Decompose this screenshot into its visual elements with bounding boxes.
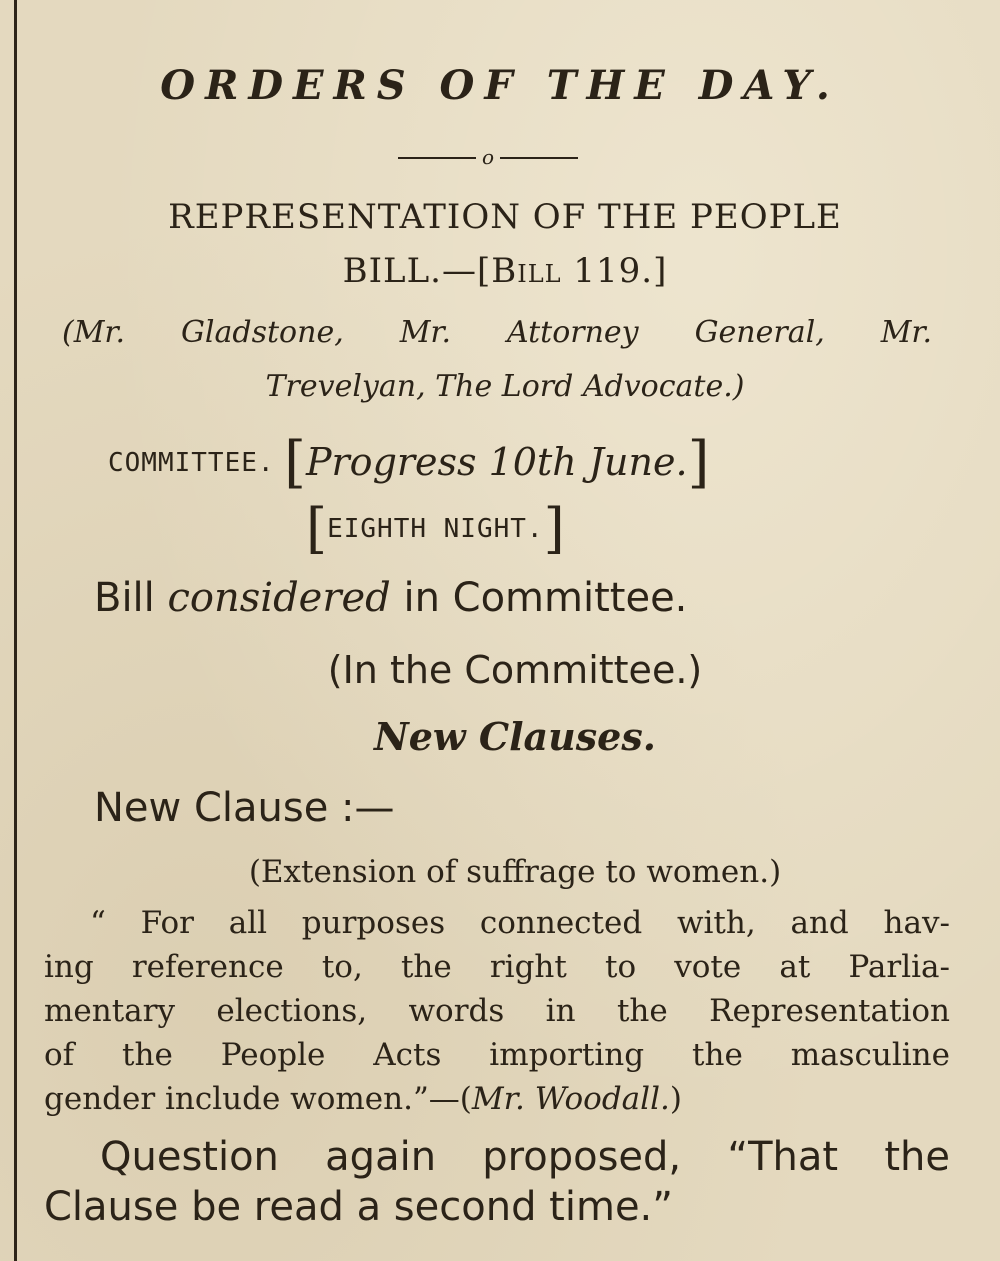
bill-number: Bill 119.: [491, 251, 654, 291]
night-line: [306, 497, 565, 560]
close-bracket: ]: [543, 497, 565, 560]
page-title: ORDERS OF THE DAY.: [160, 62, 840, 109]
considered-line: [94, 575, 688, 621]
clause-text-close: ): [669, 1081, 682, 1117]
new-clauses-heading: New Clauses.: [374, 714, 656, 759]
ornament-divider: [398, 147, 578, 169]
committee-stage: COMMITTEE.: [108, 448, 275, 478]
clause-text-line: [44, 1077, 950, 1121]
committee-progress: Progress 10th June.: [305, 440, 688, 484]
new-clause-label: New Clause :—: [94, 785, 395, 831]
in-committee-heading: (In the Committee.): [327, 648, 703, 692]
clause-text-line: mentary elections, words in the Representation: [44, 993, 950, 1029]
bill-number-line: [80, 251, 930, 291]
bill-prefix: BILL.—[: [342, 251, 492, 291]
column-rule: [14, 0, 17, 1261]
ornament-glyph: o: [481, 147, 495, 169]
committee-night: EIGHTH NIGHT.: [327, 514, 544, 544]
clause-text-end: gender include women.”—(: [44, 1081, 472, 1117]
sponsors-line-2: Trevelyan, The Lord Advocate.): [265, 369, 745, 404]
clause-text: [44, 901, 950, 1121]
clause-text-line: ing reference to, the right to vote at Parlia-: [44, 949, 950, 985]
question-paragraph: [44, 1132, 950, 1232]
clause-mover: Mr. Woodall.: [471, 1081, 670, 1117]
sponsors-line-1: (Mr. Gladstone, Mr. Attorney General, Mr.: [62, 315, 932, 350]
open-bracket: [: [306, 497, 328, 560]
question-line: Clause be read a second time.”: [44, 1184, 673, 1230]
bill-suffix: ]: [653, 251, 668, 291]
clause-text-line: “ For all purposes connected with, and hav-: [90, 905, 950, 941]
committee-line: [108, 430, 710, 495]
open-bracket: [: [284, 430, 306, 495]
close-bracket: ]: [687, 430, 710, 495]
clause-description: (Extension of suffrage to women.): [248, 854, 782, 890]
considered-part-3: in Committee.: [390, 575, 688, 621]
bill-title: REPRESENTATION OF THE PEOPLE: [168, 197, 842, 237]
considered-part-2: considered: [167, 575, 391, 621]
considered-part-1: Bill: [94, 575, 168, 621]
question-line: Question again proposed, “That the: [100, 1134, 950, 1180]
clause-text-line: of the People Acts importing the masculine: [44, 1037, 950, 1073]
